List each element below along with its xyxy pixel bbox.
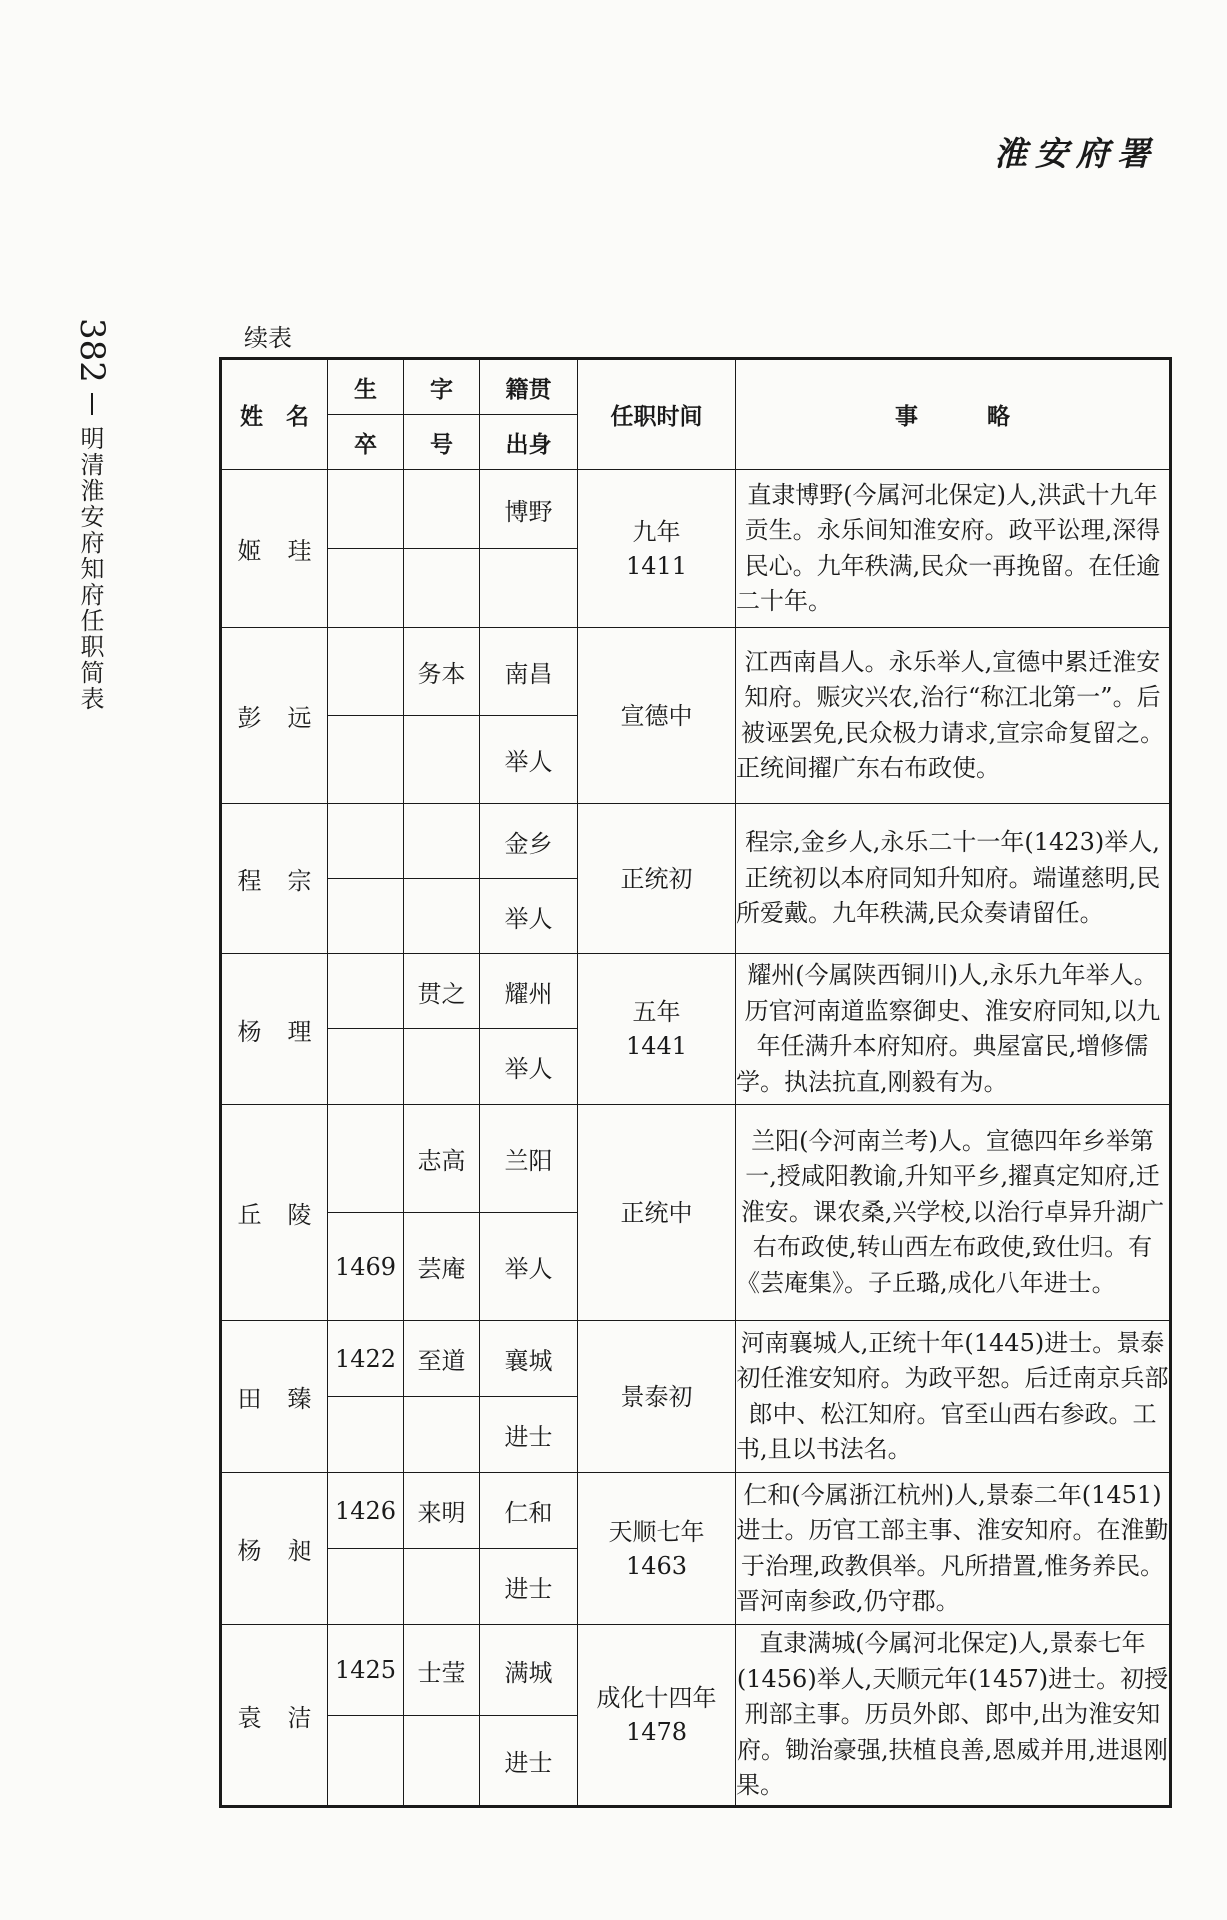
deeds-text: 河南襄城人,正统十年(1445)进士。景泰初任淮安知府。为政平恕。后迁南京兵部郎中、松江知府。官至山西右参政。工书,且以书法名。 <box>736 1321 1171 1473</box>
birth-year <box>328 804 404 879</box>
table-body <box>221 470 1171 1807</box>
art-name <box>404 1716 480 1807</box>
death-year <box>328 1549 404 1625</box>
header-zi: 字 <box>404 359 480 415</box>
prefect-name: 程 宗 <box>221 804 328 954</box>
courtesy-name <box>404 804 480 879</box>
side-rule <box>91 393 93 415</box>
native-place: 博野 <box>480 470 578 549</box>
prefect-name: 袁 洁 <box>221 1625 328 1807</box>
header-deeds: 事 略 <box>736 359 1171 470</box>
background <box>480 549 578 628</box>
prefect-name: 杨 理 <box>221 954 328 1105</box>
courtesy-name: 务本 <box>404 628 480 716</box>
courtesy-name: 至道 <box>404 1321 480 1397</box>
tenure-time: 九年 1411 <box>578 470 736 628</box>
page-number: 382 <box>72 318 112 383</box>
tenure-time: 天顺七年 1463 <box>578 1473 736 1625</box>
birth-year <box>328 1105 404 1213</box>
background: 举人 <box>480 879 578 954</box>
birth-year <box>328 470 404 549</box>
native-place: 耀州 <box>480 954 578 1029</box>
background: 举人 <box>480 1029 578 1105</box>
art-name <box>404 1029 480 1105</box>
deeds-text: 仁和(今属浙江杭州)人,景泰二年(1451)进士。历官工部主事、淮安知府。在淮勤于治理,政教俱举。凡所措置,惟务养民。晋河南参政,仍守郡。 <box>736 1473 1171 1625</box>
native-place: 金乡 <box>480 804 578 879</box>
prefect-name: 杨 昶 <box>221 1473 328 1625</box>
birth-year <box>328 954 404 1029</box>
death-year <box>328 1029 404 1105</box>
courtesy-name: 士莹 <box>404 1625 480 1716</box>
header-hao: 号 <box>404 415 480 470</box>
prefect-name: 丘 陵 <box>221 1105 328 1321</box>
art-name <box>404 1397 480 1473</box>
header-background: 出身 <box>480 415 578 470</box>
header-birth: 生 <box>328 359 404 415</box>
death-year <box>328 879 404 954</box>
background: 举人 <box>480 1213 578 1321</box>
header-name: 姓 名 <box>221 359 328 470</box>
birth-year: 1425 <box>328 1625 404 1716</box>
death-year <box>328 549 404 628</box>
birth-year: 1426 <box>328 1473 404 1549</box>
native-place: 襄城 <box>480 1321 578 1397</box>
tenure-time: 正统中 <box>578 1105 736 1321</box>
tenure-time: 景泰初 <box>578 1321 736 1473</box>
deeds-text: 耀州(今属陕西铜川)人,永乐九年举人。历官河南道监察御史、淮安府同知,以九年任满升本府知府。典屋富民,增修儒学。执法抗直,刚毅有为。 <box>736 954 1171 1105</box>
courtesy-name: 来明 <box>404 1473 480 1549</box>
header-death: 卒 <box>328 415 404 470</box>
art-name: 芸庵 <box>404 1213 480 1321</box>
prefect-name: 彭 远 <box>221 628 328 804</box>
background: 进士 <box>480 1549 578 1625</box>
deeds-text: 直隶满城(今属河北保定)人,景泰七年(1456)举人,天顺元年(1457)进士。初授刑部主事。历员外郎、郎中,出为淮安知府。锄治豪强,扶植良善,恩威并用,进退刚果。 <box>736 1625 1171 1807</box>
native-place: 南昌 <box>480 628 578 716</box>
continued-label: 续表 <box>244 324 292 352</box>
header-origin: 籍贯 <box>480 359 578 415</box>
book-title: 明清淮安府知府任职简表 <box>76 426 104 712</box>
birth-year: 1422 <box>328 1321 404 1397</box>
native-place: 仁和 <box>480 1473 578 1549</box>
table-header <box>221 359 1171 470</box>
tenure-time: 五年 1441 <box>578 954 736 1105</box>
prefect-name: 姬 珪 <box>221 470 328 628</box>
deeds-text: 江西南昌人。永乐举人,宣德中累迁淮安知府。赈灾兴农,治行“称江北第一”。后被诬罢免,民众极力请求,宣宗命复留之。正统间擢广东右布政使。 <box>736 628 1171 804</box>
art-name <box>404 716 480 804</box>
deeds-text: 兰阳(今河南兰考)人。宣德四年乡举第一,授咸阳教谕,升知平乡,擢真定知府,迁淮安。课农桑,兴学校,以治行卓异升湖广右布政使,转山西左布政使,致仕归。有《芸庵集》。子丘璐,成化八年进士。 <box>736 1105 1171 1321</box>
courtesy-name <box>404 470 480 549</box>
header-tenure: 任职时间 <box>578 359 736 470</box>
running-title: 淮安府署 <box>994 134 1158 173</box>
birth-year <box>328 628 404 716</box>
deeds-text: 程宗,金乡人,永乐二十一年(1423)举人,正统初以本府同知升知府。端谨慈明,民所爱戴。九年秩满,民众奏请留任。 <box>736 804 1171 954</box>
native-place: 兰阳 <box>480 1105 578 1213</box>
courtesy-name: 贯之 <box>404 954 480 1029</box>
death-year <box>328 1716 404 1807</box>
background: 举人 <box>480 716 578 804</box>
tenure-time: 成化十四年 1478 <box>578 1625 736 1807</box>
courtesy-name: 志高 <box>404 1105 480 1213</box>
art-name <box>404 879 480 954</box>
tenure-time: 宣德中 <box>578 628 736 804</box>
death-year: 1469 <box>328 1213 404 1321</box>
art-name <box>404 1549 480 1625</box>
native-place: 满城 <box>480 1625 578 1716</box>
tenure-time: 正统初 <box>578 804 736 954</box>
background: 进士 <box>480 1397 578 1473</box>
background: 进士 <box>480 1716 578 1807</box>
prefect-name: 田 臻 <box>221 1321 328 1473</box>
prefect-table <box>219 357 1172 1808</box>
art-name <box>404 549 480 628</box>
death-year <box>328 716 404 804</box>
deeds-text: 直隶博野(今属河北保定)人,洪武十九年贡生。永乐间知淮安府。政平讼理,深得民心。九年秩满,民众一再挽留。在任逾二十年。 <box>736 470 1171 628</box>
death-year <box>328 1397 404 1473</box>
